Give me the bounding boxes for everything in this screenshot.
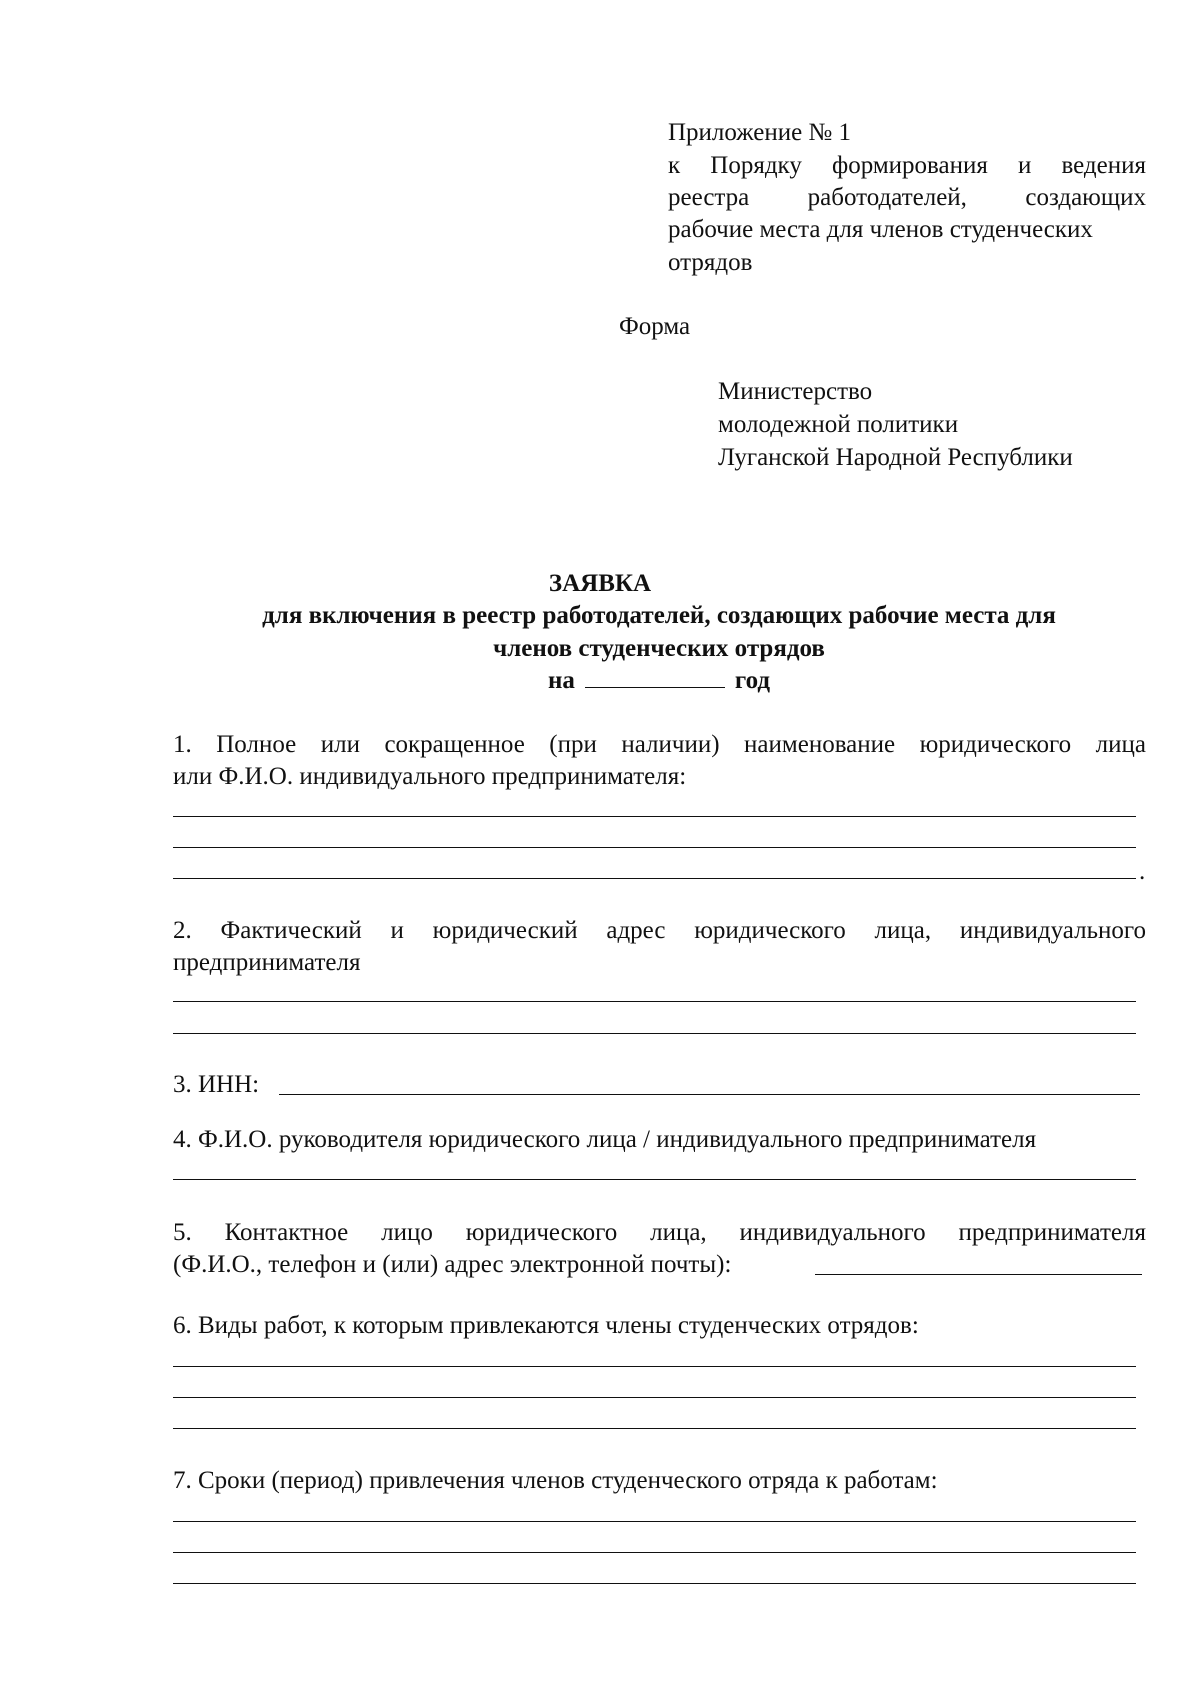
appendix-line: к Порядку формирования и ведения bbox=[668, 152, 1146, 179]
year-suffix: год bbox=[734, 667, 771, 694]
item-2-text: 2. Фактический и юридический адрес юридического лица, индивидуального bbox=[173, 917, 1146, 944]
form-label: Форма bbox=[619, 313, 691, 340]
item-1-end-mark: . bbox=[1139, 858, 1146, 885]
item-1-text: 1. Полное или сокращенное (при наличии) наименование юридического лица bbox=[173, 731, 1146, 758]
item-1-fill-line[interactable] bbox=[173, 847, 1136, 848]
item-5-text: 5. Контактное лицо юридического лица, индивидуального предпринимателя bbox=[173, 1219, 1146, 1246]
document-title: ЗАЯВКА bbox=[548, 570, 652, 597]
addressee-line: молодежной политики bbox=[718, 411, 959, 438]
addressee-line: Министерство bbox=[718, 378, 873, 405]
item-7-fill-line[interactable] bbox=[173, 1521, 1136, 1522]
item-4-text: 4. Ф.И.О. руководителя юридического лица / индивидуального предпринимателя bbox=[173, 1126, 1037, 1153]
appendix-number: Приложение № 1 bbox=[668, 119, 852, 146]
document-subtitle: для включения в реестр работодателей, создающих рабочие места для bbox=[262, 602, 1056, 629]
item-2-fill-line[interactable] bbox=[173, 1001, 1136, 1002]
year-line bbox=[0, 665, 1200, 696]
item-5-text: (Ф.И.О., телефон и (или) адрес электронной почты): bbox=[173, 1251, 732, 1278]
item-6-fill-line[interactable] bbox=[173, 1397, 1136, 1398]
appendix-line: реестра работодателей, создающих bbox=[668, 184, 1146, 211]
year-blank-field[interactable] bbox=[585, 687, 725, 688]
contact-fill-line[interactable] bbox=[815, 1274, 1142, 1275]
item-2-text: предпринимателя bbox=[173, 949, 361, 976]
item-7-fill-line[interactable] bbox=[173, 1583, 1136, 1584]
item-1-text: или Ф.И.О. индивидуального предпринимателя: bbox=[173, 763, 687, 790]
document-subtitle: членов студенческих отрядов bbox=[493, 635, 825, 662]
item-6-text: 6. Виды работ, к которым привлекаются члены студенческих отрядов: bbox=[173, 1312, 919, 1339]
item-6-fill-line[interactable] bbox=[173, 1366, 1136, 1367]
year-prefix: на bbox=[547, 667, 575, 694]
item-4-fill-line[interactable] bbox=[173, 1179, 1136, 1180]
item-1-fill-line[interactable] bbox=[173, 816, 1136, 817]
item-1-fill-line[interactable] bbox=[173, 878, 1136, 879]
item-3-label: 3. ИНН: bbox=[173, 1071, 260, 1098]
inn-fill-line[interactable] bbox=[279, 1094, 1140, 1095]
item-6-fill-line[interactable] bbox=[173, 1428, 1136, 1429]
item-7-fill-line[interactable] bbox=[173, 1552, 1136, 1553]
addressee-line: Луганской Народной Республики bbox=[718, 444, 1073, 471]
item-2-fill-line[interactable] bbox=[173, 1033, 1136, 1034]
item-7-text: 7. Сроки (период) привлечения членов студенческого отряда к работам: bbox=[173, 1467, 938, 1494]
appendix-line: рабочие места для членов студенческих bbox=[668, 216, 1093, 243]
appendix-line: отрядов bbox=[668, 249, 753, 276]
